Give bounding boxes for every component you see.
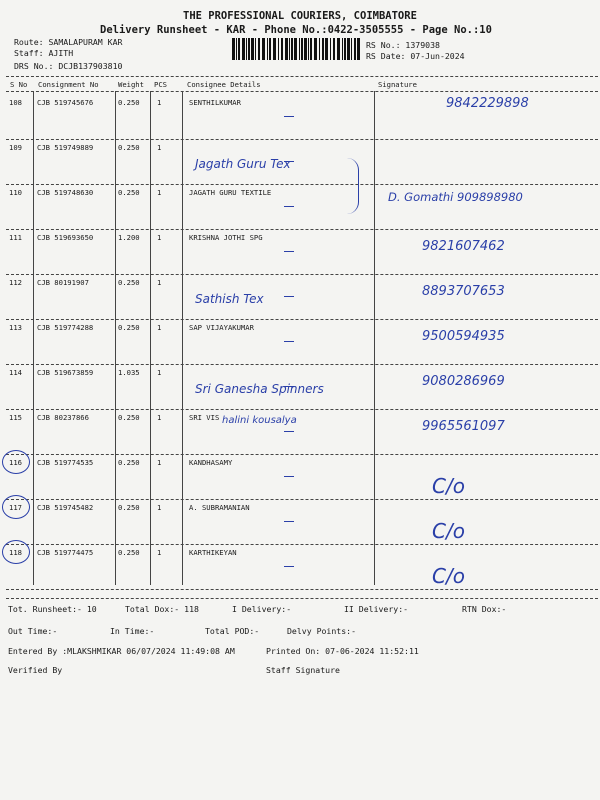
verified-by: Verified By	[8, 665, 63, 675]
row-separator	[6, 229, 598, 230]
total-pod: Total POD:-	[205, 626, 260, 636]
sno-circle-mark	[2, 495, 30, 519]
col-divider	[33, 91, 34, 585]
row-signature: 9821607462	[422, 239, 505, 254]
row-signature: 8893707653	[422, 284, 505, 299]
col-consignment: Consignment No	[38, 80, 99, 89]
row-consignee: SAP VIJAYAKUMAR	[189, 323, 254, 332]
col-divider	[182, 91, 183, 585]
rtn-dox: RTN Dox:-	[462, 604, 507, 614]
out-time: Out Time:-	[8, 626, 58, 636]
route-label: Route: SAMALAPURAM KAR	[14, 37, 123, 47]
row-signature: C/o	[432, 474, 465, 498]
row-pcs: 1	[157, 98, 162, 107]
entered-by: Entered By :MLAKSHMIKAR 06/07/2024 11:49:08 AM	[8, 646, 235, 656]
row-consignee: JAGATH GURU TEXTILE	[189, 188, 272, 197]
row-consignment-no: CJB 519774535	[37, 458, 94, 467]
row-signature: C/o	[432, 519, 465, 543]
row-handwritten-name: Sri Ganesha Spinners	[195, 382, 324, 396]
row-signature: 9965561097	[422, 419, 505, 434]
row-sno: 117	[9, 503, 22, 512]
row-pcs: 1	[157, 458, 162, 467]
table-header-rule	[6, 91, 598, 92]
col-divider	[150, 91, 151, 585]
staff-label: Staff: AJITH	[14, 48, 74, 58]
row-separator	[6, 409, 598, 410]
row-pcs: 1	[157, 413, 162, 422]
row-pen-mark	[284, 116, 294, 117]
row-separator	[6, 499, 598, 500]
row-consignment-no: CJB 519774475	[37, 548, 94, 557]
row-weight: 0.250	[118, 143, 140, 152]
drs-number: DRS No.: DCJB137903810	[14, 61, 123, 71]
col-sno: S No	[10, 80, 28, 89]
row-pen-mark	[284, 521, 294, 522]
row-weight: 0.250	[118, 548, 140, 557]
row-weight: 0.250	[118, 188, 140, 197]
row-weight: 0.250	[118, 323, 140, 332]
row-pen-mark	[284, 341, 294, 342]
row-pcs: 1	[157, 278, 162, 287]
row-pen-mark	[284, 296, 294, 297]
row-consignee: KARTHIKEYAN	[189, 548, 237, 557]
sno-circle-mark	[2, 540, 30, 564]
row-pcs: 1	[157, 188, 162, 197]
row-consignment-no: CJB 519693650	[37, 233, 94, 242]
row-weight: 1.200	[118, 233, 140, 242]
barcode-image	[232, 38, 360, 60]
handwritten-brace	[344, 158, 359, 214]
row-separator	[6, 139, 598, 140]
rs-number: RS No.: 1379038	[366, 40, 440, 50]
row-consignee: A. SUBRAMANIAN	[189, 503, 250, 512]
row-weight: 0.250	[118, 278, 140, 287]
col-pcs: PCS	[154, 80, 167, 89]
row-pcs: 1	[157, 233, 162, 242]
col-divider	[115, 91, 116, 585]
tot-runsheet: Tot. Runsheet:- 10	[8, 604, 97, 614]
row-separator	[6, 184, 598, 185]
row-sno: 116	[9, 458, 22, 467]
col-divider	[374, 91, 375, 585]
row-separator	[6, 544, 598, 545]
row-sno: 108	[9, 98, 22, 107]
row-pcs: 1	[157, 548, 162, 557]
row-consignee: KANDHASAMY	[189, 458, 233, 467]
row-signature: 9842229898	[446, 96, 529, 111]
ii-delivery: II Delivery:-	[344, 604, 409, 614]
row-separator	[6, 274, 598, 275]
row-sno: 115	[9, 413, 22, 422]
row-pcs: 1	[157, 143, 162, 152]
company-title: THE PROFESSIONAL COURIERS, COIMBATORE	[183, 10, 417, 22]
row-weight: 0.250	[118, 98, 140, 107]
row-consignee: KRISHNA JOTHI SPG	[189, 233, 263, 242]
row-signature: 9080286969	[422, 374, 505, 389]
row-consignment-no: CJB 519673859	[37, 368, 94, 377]
row-weight: 0.250	[118, 458, 140, 467]
row-handwritten-name: Sathish Tex	[195, 292, 264, 306]
col-weight: Weight	[118, 80, 144, 89]
row-consignment-no: CJB 80191907	[37, 278, 89, 287]
row-consignment-no: CJB 519749889	[37, 143, 94, 152]
row-handwritten-name: halini kousalya	[222, 415, 297, 426]
i-delivery: I Delivery:-	[232, 604, 292, 614]
footer-top-rule	[6, 598, 598, 599]
row-handwritten-name: Jagath Guru Tex	[195, 157, 291, 171]
row-weight: 0.250	[118, 413, 140, 422]
row-pen-mark	[284, 566, 294, 567]
row-pcs: 1	[157, 368, 162, 377]
row-pen-mark	[284, 206, 294, 207]
row-consignment-no: CJB 519745482	[37, 503, 94, 512]
staff-signature-label: Staff Signature	[266, 665, 340, 675]
row-pcs: 1	[157, 503, 162, 512]
row-separator	[6, 454, 598, 455]
row-sno: 112	[9, 278, 22, 287]
delvy-points: Delvy Points:-	[287, 626, 357, 636]
row-consignee: SENTHILKUMAR	[189, 98, 241, 107]
row-consignee: SRI VIS	[189, 413, 220, 422]
row-sno: 113	[9, 323, 22, 332]
row-consignment-no: CJB 519748630	[37, 188, 94, 197]
in-time: In Time:-	[110, 626, 155, 636]
row-sno: 110	[9, 188, 22, 197]
row-signature: D. Gomathi 909898980	[388, 190, 523, 204]
rs-date: RS Date: 07-Jun-2024	[366, 51, 465, 61]
row-consignment-no: CJB 80237866	[37, 413, 89, 422]
row-weight: 0.250	[118, 503, 140, 512]
row-sno: 111	[9, 233, 22, 242]
col-signature: Signature	[378, 80, 417, 89]
total-dox: Total Dox:- 118	[125, 604, 199, 614]
row-signature: 9500594935	[422, 329, 505, 344]
col-consignee: Consignee Details	[187, 80, 261, 89]
row-separator	[6, 319, 598, 320]
row-pen-mark	[284, 161, 294, 162]
row-pen-mark	[284, 476, 294, 477]
row-sno: 118	[9, 548, 22, 557]
sno-circle-mark	[2, 450, 30, 474]
printed-on: Printed On: 07-06-2024 11:52:11	[266, 646, 419, 656]
row-pcs: 1	[157, 323, 162, 332]
row-separator	[6, 589, 598, 590]
table-top-rule	[6, 76, 598, 77]
row-pen-mark	[284, 386, 294, 387]
row-pen-mark	[284, 431, 294, 432]
row-consignment-no: CJB 519745676	[37, 98, 94, 107]
row-weight: 1.035	[118, 368, 140, 377]
row-sno: 114	[9, 368, 22, 377]
row-signature: C/o	[432, 564, 465, 588]
row-separator	[6, 364, 598, 365]
row-pen-mark	[284, 251, 294, 252]
row-consignment-no: CJB 519774288	[37, 323, 94, 332]
runsheet-subtitle: Delivery Runsheet - KAR - Phone No.:0422-3505555 - Page No.:10	[100, 24, 492, 36]
row-sno: 109	[9, 143, 22, 152]
